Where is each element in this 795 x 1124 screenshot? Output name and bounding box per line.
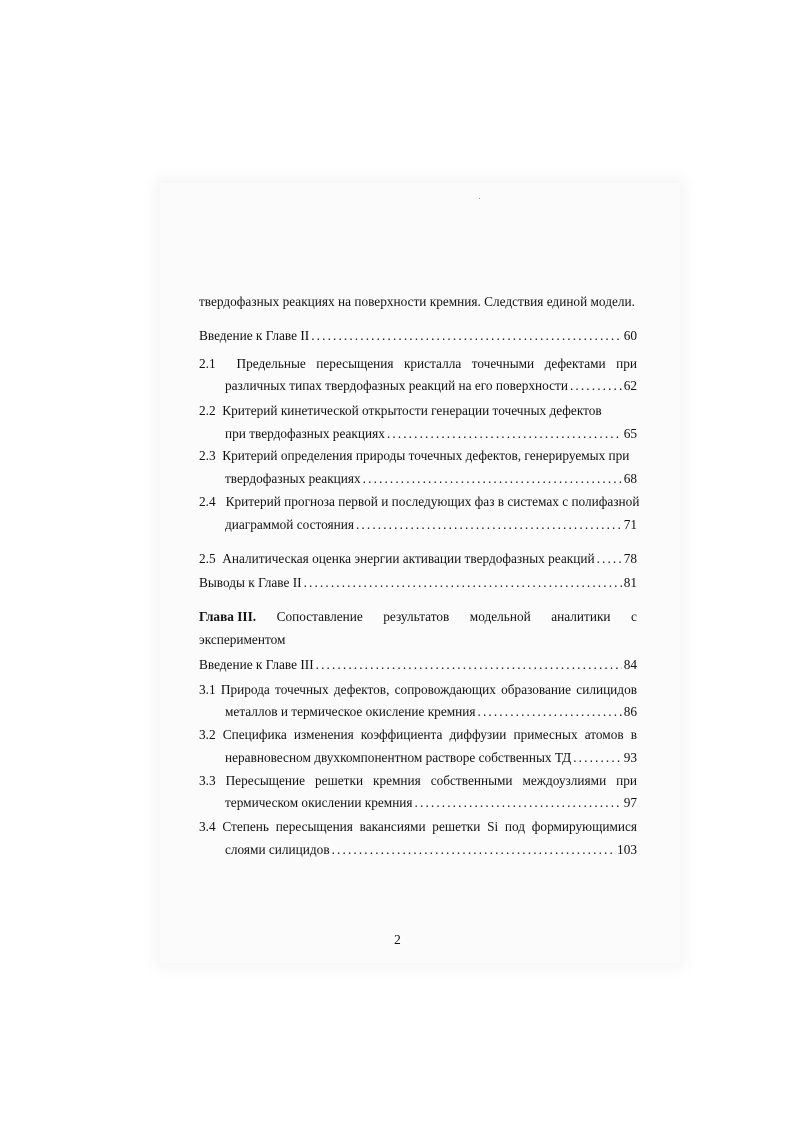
chapter3-title-word: с: [631, 609, 637, 624]
leader-dots: [304, 575, 622, 591]
leader-dots: [332, 842, 615, 858]
toc-page-number: 60: [623, 328, 637, 343]
section-number: 2.2: [199, 403, 216, 418]
toc-entry-2-2-line1[interactable]: [199, 403, 637, 419]
toc-page-number: 78: [623, 551, 637, 566]
toc-entry-text: твердофазных реакциях: [225, 471, 361, 486]
section-number: 2.4: [199, 494, 216, 509]
toc-entry-text: [199, 551, 595, 567]
toc-entry-intro-ch3[interactable]: [199, 657, 637, 673]
chapter3-title-word: результатов: [383, 609, 450, 624]
toc-entry-2-5[interactable]: [199, 551, 637, 567]
toc-entry-3-3-line2[interactable]: [225, 795, 637, 811]
toc-entry-3-3-line1[interactable]: [199, 773, 637, 789]
toc-entry-2-3-line2[interactable]: [225, 471, 637, 487]
section-number: 2.5: [199, 551, 216, 566]
toc-page-number: 97: [623, 795, 637, 810]
toc-entry-text: Введение к Главе III: [199, 657, 314, 672]
toc-entry-text: Специфика изменения коэффициента диффузии примесных атомов в: [222, 727, 638, 742]
toc-entry-text: Аналитическая оценка энергии активации твердофазных реакций: [222, 551, 595, 566]
toc-entry-text: термическом окислении кремния: [225, 795, 413, 810]
toc-entry-text: Природа точечных дефектов, сопровождающих образование силицидов: [220, 682, 637, 697]
page-number: 2: [394, 932, 401, 947]
leader-dots: [316, 657, 622, 673]
section-number: 3.4: [199, 819, 216, 834]
toc-entry-text: Критерий прогноза первой и последующих фаз в системах с полифазной: [225, 494, 640, 509]
toc-page-number: 62: [623, 378, 637, 393]
chapter3-title-continuation: экспериментом: [199, 632, 286, 647]
toc-entry-2-1-line2[interactable]: [225, 378, 637, 394]
toc-page-number: 68: [623, 471, 637, 486]
toc-page-number: 81: [623, 575, 637, 590]
toc-page-number: 84: [623, 657, 637, 672]
toc-entry-3-1-line2[interactable]: [225, 704, 637, 720]
section-number: 2.1: [199, 356, 216, 371]
toc-entry-text: слоями силицидов: [225, 842, 330, 857]
leader-dots: [597, 551, 622, 567]
toc-entry-3-1-line1[interactable]: [199, 682, 637, 698]
toc-entry-text: диаграммой состояния: [225, 517, 354, 532]
section-number: 3.3: [199, 773, 216, 788]
chapter3-title-word: аналитики: [551, 609, 611, 624]
leader-dots: [311, 328, 621, 344]
toc-entry-3-2-line1[interactable]: [199, 727, 637, 743]
leader-dots: [478, 704, 622, 720]
toc-entry-text: Степень пересыщения вакансиями решетки Si под формирующимися: [222, 819, 638, 834]
leader-dots: [570, 378, 622, 394]
chapter3-label: Глава III.: [199, 609, 257, 624]
toc-page-number: 71: [623, 517, 637, 532]
toc-entry-conclusions-ch2[interactable]: [199, 575, 637, 591]
toc-page-number: 93: [623, 750, 637, 765]
toc-entry-3-2-line2[interactable]: [225, 750, 637, 766]
chapter2-title-continuation: твердофазных реакциях на поверхности кремния. Следствия единой модели.: [199, 294, 635, 309]
chapter3-title-word: модельной: [469, 609, 531, 624]
toc-entry-text: неравновесном двухкомпонентном растворе собственных ТД: [225, 750, 572, 765]
toc-entry-text: Критерий определения природы точечных дефектов, генерируемых при: [222, 448, 630, 463]
toc-entry-2-2-line2[interactable]: [225, 426, 637, 442]
toc-entry-2-3-line1[interactable]: [199, 448, 637, 464]
leader-dots: [363, 471, 622, 487]
toc-page-number: 103: [617, 842, 637, 857]
leader-dots: [415, 795, 622, 811]
toc-entry-text: Критерий кинетической открытости генерации точечных дефектов: [222, 403, 602, 418]
toc-entry-text: Предельные пересыщения кристалла точечными дефектами при: [236, 356, 637, 371]
toc-entry-3-4-line1[interactable]: [199, 819, 637, 835]
leader-dots: [387, 426, 622, 442]
toc-entry-3-4-line2[interactable]: [225, 842, 637, 858]
toc-entry-text: Выводы к Главе II: [199, 575, 302, 590]
toc-entry-intro-ch2[interactable]: [199, 328, 637, 344]
toc-page-number: 65: [623, 426, 637, 441]
chapter3-heading[interactable]: [199, 609, 637, 625]
section-number: 3.1: [199, 682, 216, 697]
toc-page-number: 86: [623, 704, 637, 719]
section-number: 2.3: [199, 448, 216, 463]
toc-entry-2-4-line2[interactable]: [225, 517, 637, 533]
toc-entry-text: металлов и термическое окисление кремния: [225, 704, 476, 719]
toc-entry-2-1-line1[interactable]: [199, 356, 637, 372]
toc-entry-text: при твердофазных реакциях: [225, 426, 385, 441]
scan-speck: [479, 198, 480, 199]
toc-entry-text: Введение к Главе II: [199, 328, 310, 343]
chapter3-title-word: Сопоставление: [276, 609, 363, 624]
section-number: 3.2: [199, 727, 216, 742]
toc-entry-2-4-line1[interactable]: [199, 494, 640, 510]
leader-dots: [356, 517, 622, 533]
leader-dots: [573, 750, 621, 766]
toc-entry-text: Пересыщение решетки кремния собственными междоузлиями при: [225, 773, 637, 788]
toc-entry-text: различных типах твердофазных реакций на его поверхности: [225, 378, 568, 393]
